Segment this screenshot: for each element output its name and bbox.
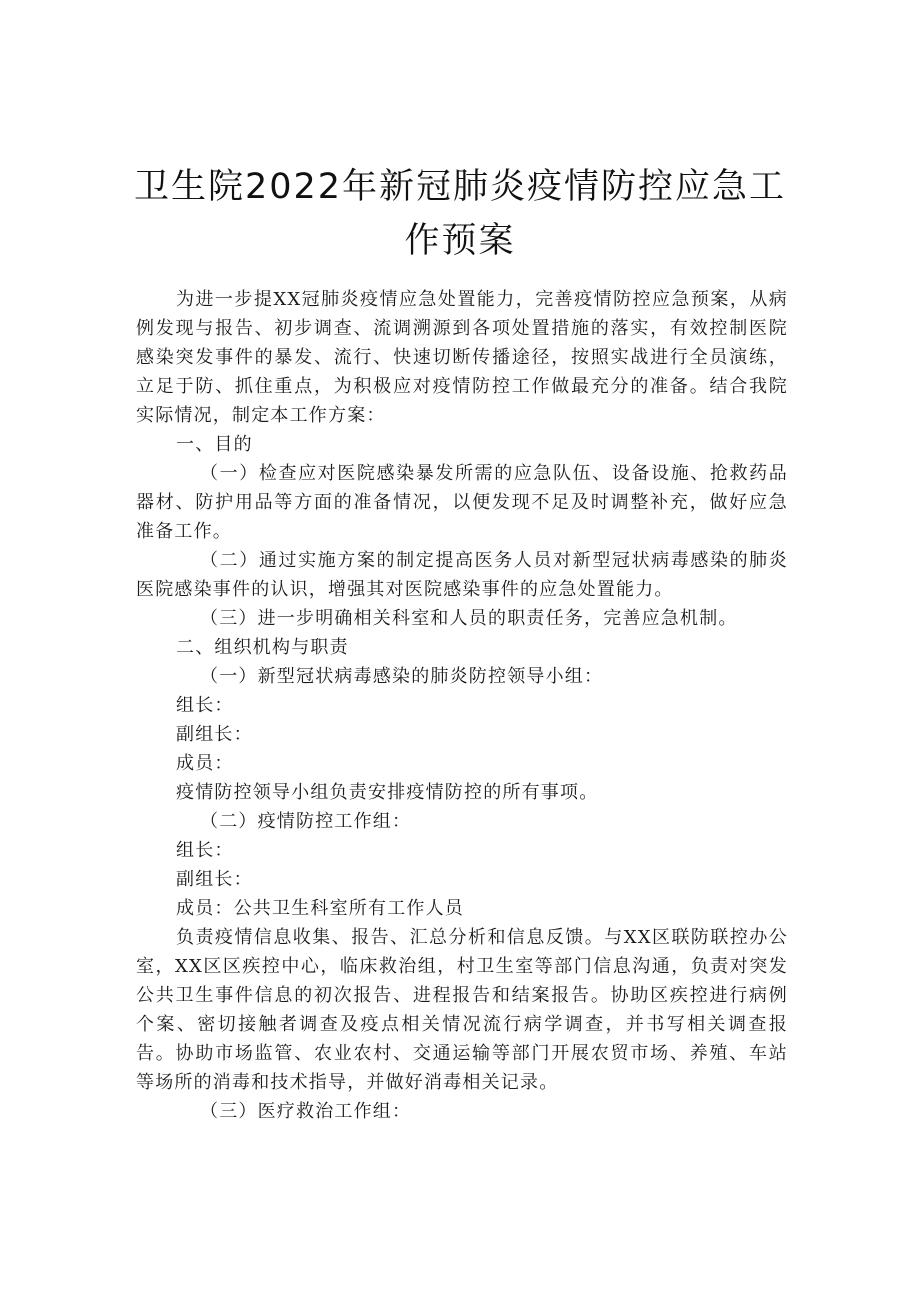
purpose-item-2: （二）通过实施方案的制定提高医务人员对新型冠状病毒感染的肺炎医院感染事件的认识，增强其对医院感染事件的应急处置能力。 — [136, 550, 788, 600]
members-line: 成员： — [176, 753, 234, 774]
subsection-leadership-group: （一）新型冠状病毒感染的肺炎防控领导小组： — [200, 666, 604, 687]
control-duty-paragraph: 负责疫情信息收集、报告、汇总分析和信息反馈。与XX区联防联控办公室，XX区区疾控中心，临床救治组，村卫生室等部门信息沟通，负责对突发公共卫生事件信息的初次报告、进程报告和结案报告。协助区疾控进行病例个案、密切接触者调查及疫点相关情况流行病学调查，并书写相关调查报告。协助市场监管、农业农村、交通运输等部门开展农贸市场、养殖、车站等场所的消毒和技术指导，并做好消毒相关记录。 — [136, 927, 788, 1093]
subsection-epidemic-control-group: （二）疫情防控工作组： — [200, 811, 412, 832]
section-heading-purpose: 一、目的 — [176, 434, 253, 455]
control-leader-line: 组长： — [176, 840, 234, 861]
control-deputy-leader-line: 副组长： — [176, 869, 253, 890]
purpose-item-1: （一）检查应对医院感染暴发所需的应急队伍、设备设施、抢救药品器材、防护用品等方面的准备情况，以便发现不足及时调整补充，做好应急准备工作。 — [136, 463, 788, 542]
purpose-item-3: （三）进一步明确相关科室和人员的职责任务，完善应急机制。 — [200, 608, 738, 629]
control-members-line: 成员：公共卫生科室所有工作人员 — [176, 898, 464, 919]
document-title-line-2: 作预案 — [404, 221, 516, 261]
leader-line: 组长： — [176, 695, 234, 716]
section-heading-organization: 二、组织机构与职责 — [176, 637, 349, 658]
document-body — [136, 285, 788, 1126]
intro-paragraph: 为进一步提XX冠肺炎疫情应急处置能力，完善疫情防控应急预案，从病例发现与报告、初步调查、流调溯源到各项处置措施的落实，有效控制医院感染突发事件的暴发、流行、快速切断传播途径，按照实战进行全员演练，立足于防、抓住重点，为积极应对疫情防控工作做最充分的准备。结合我院实际情况，制定本工作方案： — [136, 289, 788, 426]
subsection-medical-treatment-group: （三）医疗救治工作组： — [200, 1101, 412, 1122]
document-title-line-1: 卫生院2022年新冠肺炎疫情防控应急工 — [133, 167, 787, 207]
deputy-leader-line: 副组长： — [176, 724, 253, 745]
leadership-duty-line: 疫情防控领导小组负责安排疫情防控的所有事项。 — [176, 782, 599, 803]
